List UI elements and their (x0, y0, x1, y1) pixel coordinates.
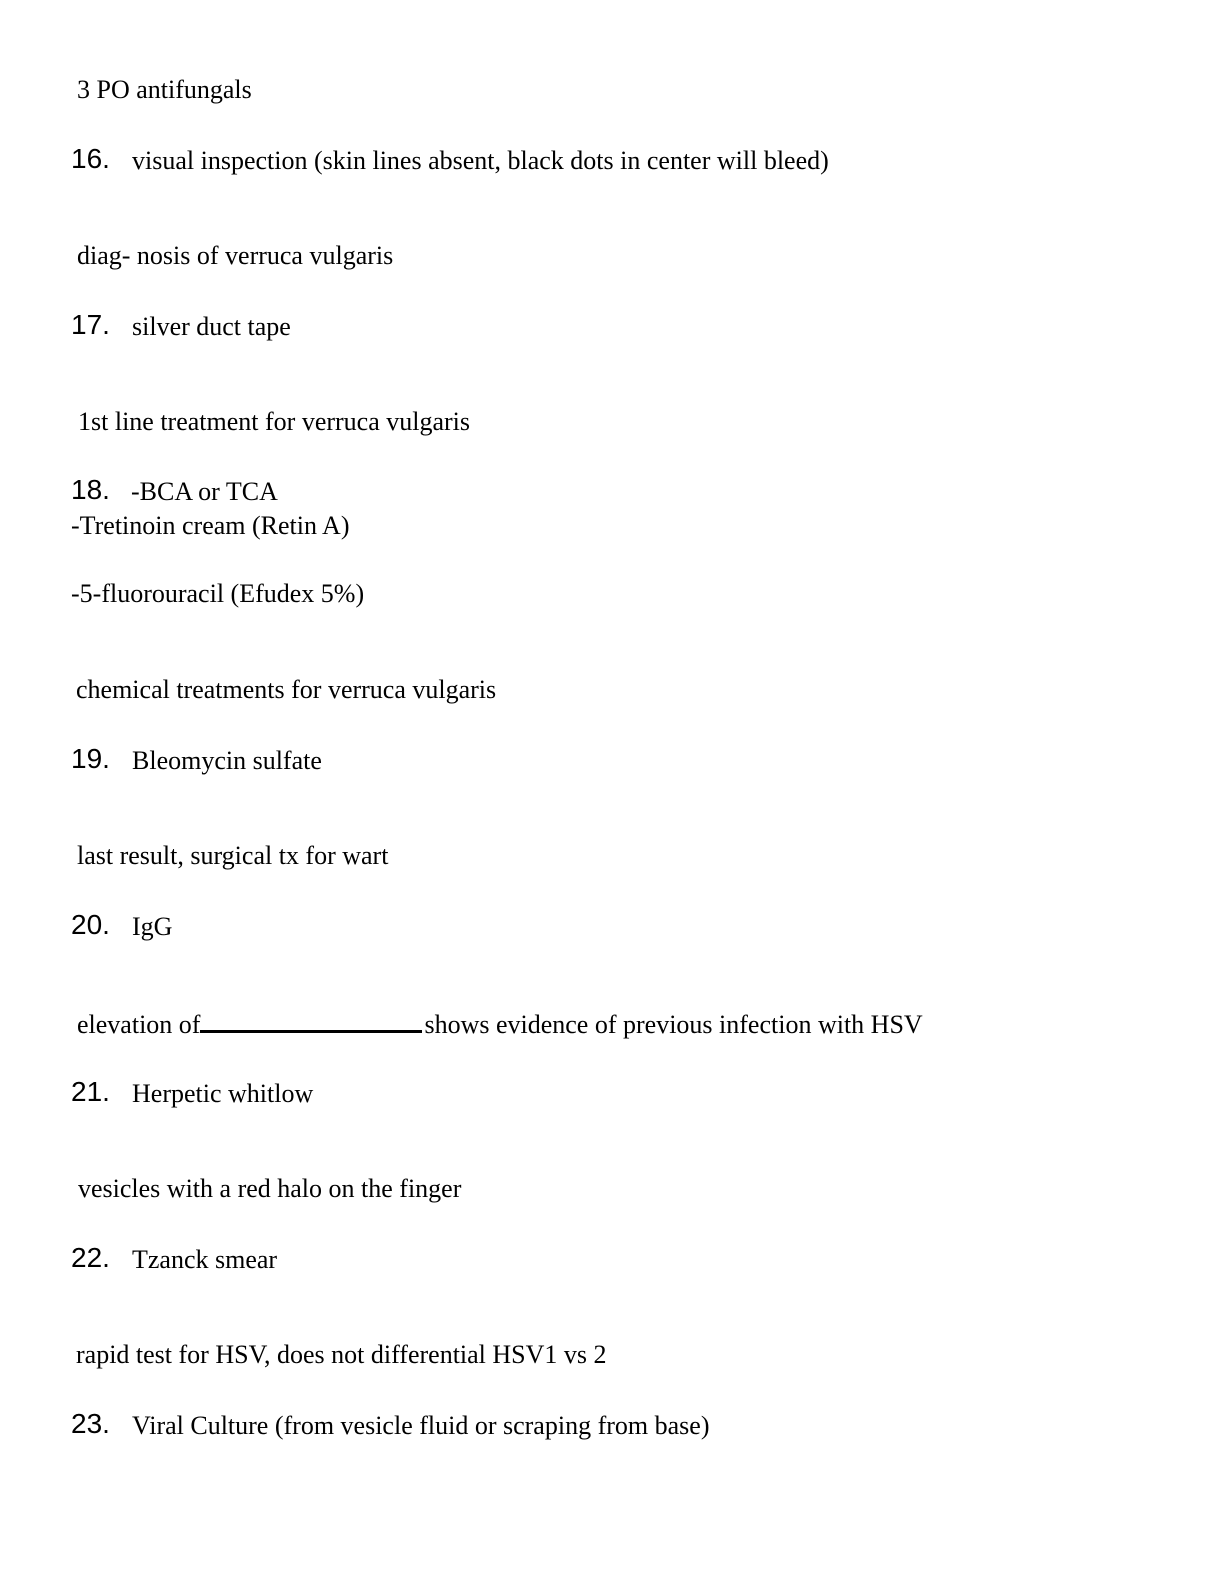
answer-text: silver duct tape (132, 312, 291, 341)
answer-text: IgG (132, 912, 173, 941)
item-number: 17. (71, 309, 110, 340)
item-number: 16. (71, 143, 110, 174)
answer-blank (200, 1010, 422, 1033)
answer-continuation: -Tretinoin cream (Retin A) (71, 511, 350, 540)
item-number: 18. (71, 474, 110, 505)
prompt-text: last result, surgical tx for wart (77, 841, 389, 870)
answer-text: visual inspection (skin lines absent, black dots in center will bleed) (132, 146, 829, 175)
answer-text: -BCA or TCA (131, 477, 278, 506)
item-number: 21. (71, 1076, 110, 1107)
item-number: 19. (71, 743, 110, 774)
prompt-text-after-blank: shows evidence of previous infection with HSV (424, 1010, 923, 1039)
prompt-text: chemical treatments for verruca vulgaris (76, 675, 497, 704)
answer-text: Herpetic whitlow (132, 1079, 314, 1108)
item-number: 23. (71, 1408, 110, 1439)
answer-text: Viral Culture (from vesicle fluid or scraping from base) (132, 1411, 710, 1440)
item-number: 20. (71, 909, 110, 940)
answer-text: Bleomycin sulfate (132, 746, 322, 775)
prompt-text: rapid test for HSV, does not differential HSV1 vs 2 (76, 1340, 607, 1369)
prompt-text: 3 PO antifungals (77, 75, 252, 104)
answer-text: Tzanck smear (132, 1245, 278, 1274)
answer-continuation: -5-fluorouracil (Efudex 5%) (71, 579, 365, 608)
prompt-text: 1st line treatment for verruca vulgaris (78, 407, 471, 436)
prompt-text: vesicles with a red halo on the finger (78, 1174, 462, 1203)
fill-in-blank-prompt (77, 1010, 923, 1038)
item-number: 22. (71, 1242, 110, 1273)
prompt-text-before-blank: elevation of (77, 1010, 201, 1039)
prompt-text: diag- nosis of verruca vulgaris (77, 241, 394, 270)
